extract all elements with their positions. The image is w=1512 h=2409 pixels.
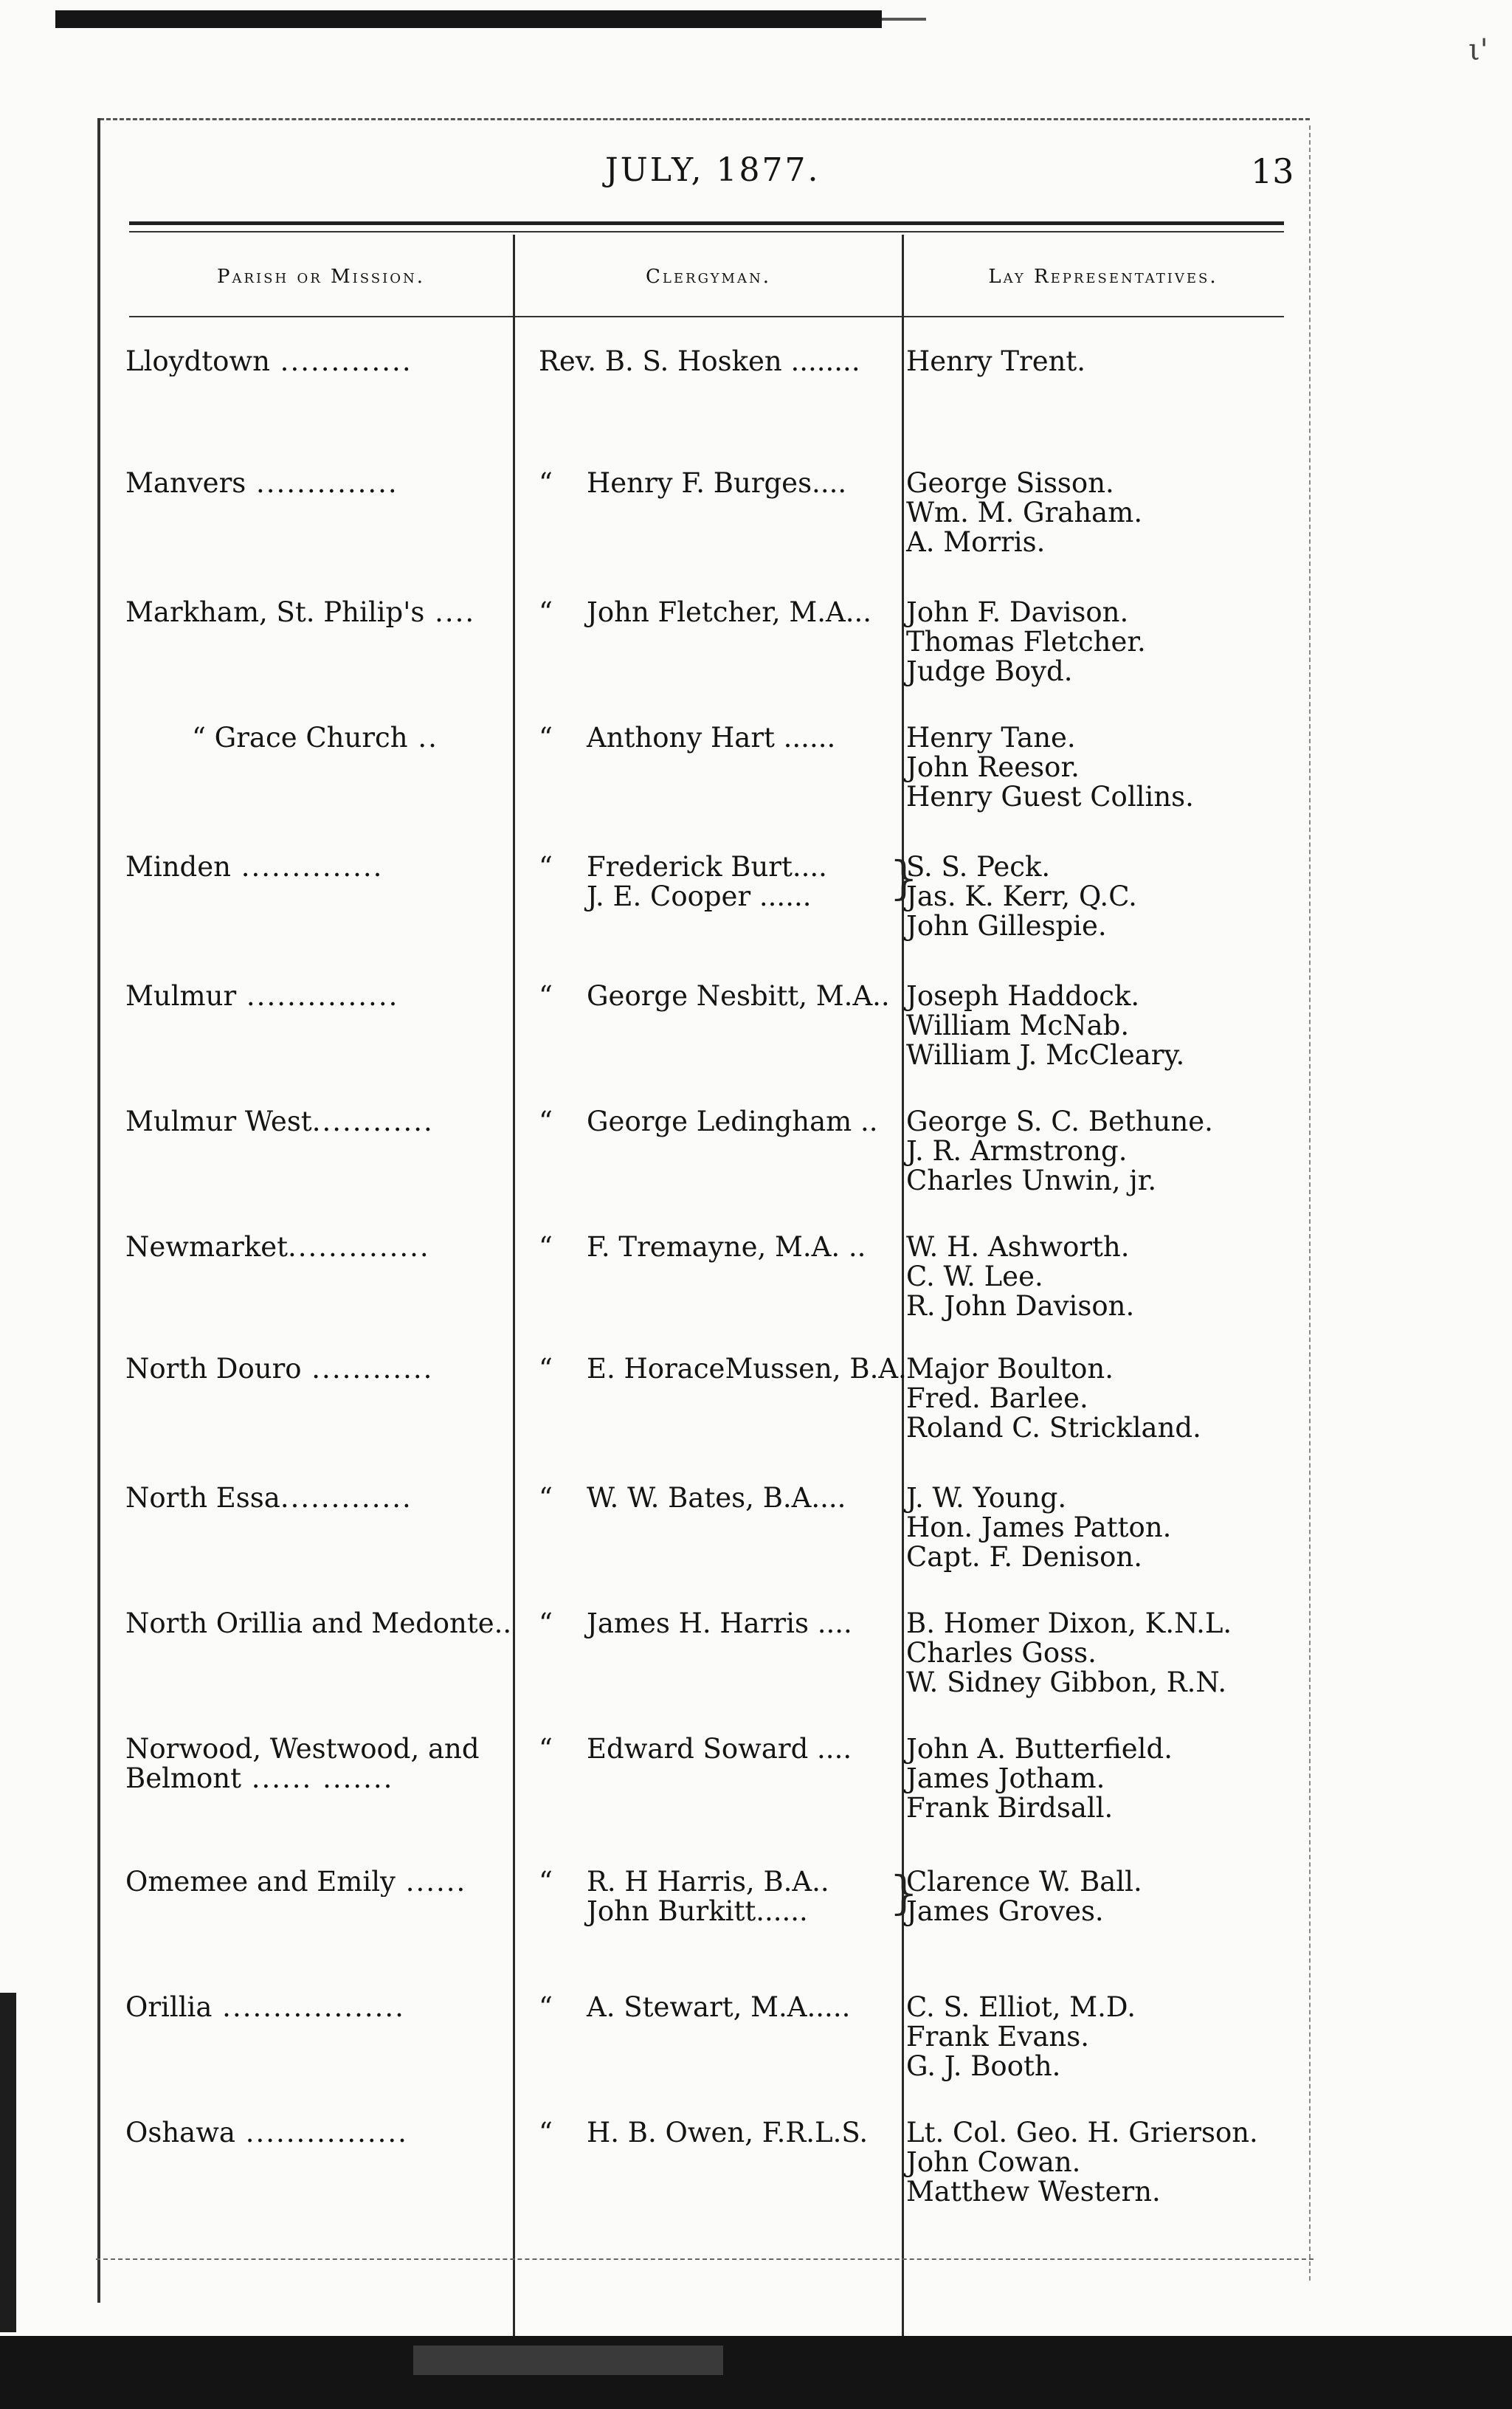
ditto-mark: “: [539, 1733, 553, 1765]
dot-leader: ............: [301, 1354, 434, 1384]
lay-representative-name: W. H. Ashworth.: [906, 1231, 1130, 1263]
scan-corner-mark: ι': [1468, 33, 1488, 67]
lay-representatives-cell: [906, 982, 1319, 1070]
lay-representative-name: G. J. Booth.: [906, 2050, 1061, 2082]
brace-glyph: }: [889, 851, 919, 905]
dot-leader: ............: [311, 1107, 434, 1137]
brace-glyph: }: [889, 1866, 919, 1920]
lay-representatives-cell: [906, 1107, 1319, 1196]
dot-leader: ..............: [287, 1233, 430, 1262]
lay-representative-name: R. John Davison.: [906, 1290, 1135, 1322]
dot-leader: ..............: [230, 852, 384, 882]
lay-representative-name: J. R. Armstrong.: [906, 1135, 1128, 1167]
parish-label: Norwood, Westwood, and Belmont: [125, 1734, 480, 1793]
lay-representative-name: S. S. Peck.: [906, 851, 1051, 883]
lay-representative-name: John F. Davison.: [906, 596, 1129, 628]
lay-representative-name: William McNab.: [906, 1010, 1130, 1041]
page-number: 13: [1251, 151, 1294, 191]
lay-representative-name: Clarence W. Ball.: [906, 1866, 1142, 1898]
ditto-mark: “: [539, 722, 553, 754]
ditto-mark: “: [539, 596, 553, 628]
column-divider-2: [902, 235, 904, 2390]
lay-representatives-cell: [906, 598, 1319, 686]
clergyman-name: J. E. Cooper ......: [587, 880, 812, 912]
lay-representative-name: W. Sidney Gibbon, R.N.: [906, 1667, 1227, 1698]
column-divider-1: [513, 235, 515, 2390]
lay-representative-name: Charles Goss.: [906, 1637, 1097, 1669]
ditto-mark: “: [539, 1106, 553, 1137]
parish-label: Mulmur West: [125, 1107, 312, 1137]
parish-label: Markham, St. Philip's: [125, 598, 425, 627]
parish-name: [125, 1609, 513, 1638]
page-frame-bottom: [96, 2258, 1313, 2260]
dot-leader: .............: [280, 1483, 412, 1513]
ditto-mark: “: [539, 1353, 553, 1385]
ditto-mark: “: [539, 851, 553, 883]
lay-representatives-cell: [906, 2118, 1319, 2207]
book-spine-shadow: [0, 1993, 16, 2332]
dot-leader: ....: [424, 598, 476, 627]
ditto-mark: “: [539, 1231, 553, 1263]
dot-leader: ................: [235, 2118, 408, 2148]
lay-representative-name: James Groves.: [906, 1895, 1104, 1927]
header-rule-thin: [129, 231, 1284, 232]
lay-representative-name: George S. C. Bethune.: [906, 1106, 1213, 1137]
lay-representative-name: Frank Birdsall.: [906, 1792, 1114, 1824]
parish-label: North Orillia and Medonte..: [125, 1609, 512, 1638]
lay-representative-name: Henry Trent.: [906, 345, 1086, 377]
lay-representatives-cell: [906, 1609, 1319, 1698]
dot-leader: ..: [407, 723, 438, 753]
dot-leader: ...... .......: [241, 1762, 394, 1793]
parish-name: [125, 1734, 513, 1793]
parish-label: Minden: [125, 852, 231, 882]
clergyman-name: John Burkitt......: [587, 1895, 808, 1927]
lay-representative-name: Major Boulton.: [906, 1353, 1114, 1385]
column-header-clergyman: Clergyman.: [646, 266, 771, 288]
lay-representatives-cell: [906, 723, 1319, 812]
parish-name: [125, 2118, 513, 2148]
lay-representative-name: Frank Evans.: [906, 2021, 1089, 2053]
parish-name: [125, 1107, 513, 1137]
lay-representative-name: John Cowan.: [906, 2146, 1081, 2178]
lay-representatives-cell: [906, 1734, 1319, 1823]
lay-representatives-cell: [906, 469, 1319, 557]
clergyman-name: Henry F. Burges....: [587, 467, 847, 499]
parish-name: [125, 469, 513, 498]
ditto-mark: “: [539, 1991, 553, 2023]
dot-leader: ..................: [212, 1993, 405, 2022]
lay-representative-name: Hon. James Patton.: [906, 1512, 1172, 1543]
clergyman-name: W. W. Bates, B.A....: [587, 1482, 846, 1514]
parish-label: “ Grace Church: [192, 723, 408, 753]
parish-label: Mulmur: [125, 982, 237, 1011]
lay-representatives-cell: [906, 852, 1319, 941]
ditto-mark: “: [539, 1866, 553, 1898]
parish-name: [125, 852, 513, 882]
dot-leader: ..............: [246, 469, 398, 498]
lay-representative-name: George Sisson.: [906, 467, 1114, 499]
lay-representatives-cell: [906, 347, 1319, 376]
lay-representative-name: Lt. Col. Geo. H. Grierson.: [906, 2117, 1258, 2148]
clergyman-name: R. H Harris, B.A..: [587, 1866, 829, 1898]
lay-representatives-cell: [906, 1993, 1319, 2081]
clergyman-name: Rev. B. S. Hosken ........: [539, 345, 860, 377]
lay-representatives-cell: [906, 1483, 1319, 1572]
parish-name: [125, 1867, 513, 1897]
parish-name: [125, 1233, 513, 1262]
lay-representative-name: Thomas Fletcher.: [906, 626, 1146, 658]
page-frame-right: [1309, 125, 1311, 2281]
lay-representative-name: Joseph Haddock.: [906, 980, 1140, 1012]
parish-name: [125, 1993, 513, 2022]
lay-representative-name: Matthew Western.: [906, 2176, 1161, 2208]
lay-representative-name: Jas. K. Kerr, Q.C.: [906, 880, 1137, 912]
parish-label: Manvers: [125, 469, 246, 498]
column-header-parish: Parish or Mission.: [217, 266, 425, 288]
clergyman-name: E. HoraceMussen, B.A.: [587, 1353, 907, 1385]
parish-name: [125, 723, 513, 753]
parish-label: Newmarket: [125, 1233, 288, 1262]
lay-representative-name: John Gillespie.: [906, 910, 1107, 942]
parish-label: Omemee and Emily: [125, 1867, 396, 1897]
clergyman-cell: [539, 347, 959, 376]
parish-label: Oshawa: [125, 2118, 235, 2148]
lay-representative-name: John Reesor.: [906, 751, 1080, 783]
clergyman-name: Edward Soward ....: [587, 1733, 852, 1765]
lay-representative-name: Roland C. Strickland.: [906, 1412, 1201, 1444]
lay-representative-name: William J. McCleary.: [906, 1039, 1185, 1071]
page-title: JULY, 1877.: [605, 151, 821, 189]
lay-representatives-cell: [906, 1233, 1319, 1321]
scan-edge-bottom-highlight: [413, 2346, 723, 2375]
clergyman-name: F. Tremayne, M.A. ..: [587, 1231, 866, 1263]
lay-representative-name: A. Morris.: [906, 526, 1046, 558]
parish-label: North Essa: [125, 1483, 280, 1513]
scan-edge-top-tail: [882, 18, 926, 21]
ditto-mark: “: [539, 467, 553, 499]
scan-edge-top: [55, 10, 882, 28]
page-frame-left: [97, 118, 100, 2303]
ditto-mark: “: [539, 980, 553, 1012]
lay-representative-name: C. W. Lee.: [906, 1261, 1043, 1292]
lay-representatives-cell: [906, 1867, 1319, 1926]
ditto-mark: “: [539, 1482, 553, 1514]
dot-leader: .............: [269, 347, 412, 376]
clergyman-name: Frederick Burt....: [587, 851, 827, 883]
lay-representative-name: Capt. F. Denison.: [906, 1541, 1142, 1573]
lay-representative-name: Wm. M. Graham.: [906, 497, 1143, 528]
scan-edge-bottom: [0, 2336, 1512, 2409]
lay-representative-name: James Jotham.: [906, 1762, 1105, 1794]
parish-name: [125, 1483, 513, 1513]
column-header-rule: [129, 316, 1284, 317]
dot-leader: ...............: [236, 982, 399, 1011]
ditto-mark: “: [539, 2117, 553, 2148]
lay-representative-name: Judge Boyd.: [906, 655, 1073, 687]
column-header-lay-representatives: Lay Representatives.: [988, 266, 1218, 288]
lay-representative-name: J. W. Young.: [906, 1482, 1067, 1514]
lay-representative-name: Fred. Barlee.: [906, 1382, 1088, 1414]
clergyman-name: H. B. Owen, F.R.L.S.: [587, 2117, 869, 2148]
lay-representative-name: B. Homer Dixon, K.N.L.: [906, 1607, 1232, 1639]
clergyman-name: Anthony Hart ......: [587, 722, 836, 754]
clergyman-name: A. Stewart, M.A.....: [587, 1991, 851, 2023]
lay-representative-name: Henry Guest Collins.: [906, 781, 1194, 813]
ditto-mark: “: [539, 1607, 553, 1639]
parish-name: [125, 598, 513, 627]
parish-label: Lloydtown: [125, 347, 270, 376]
clergyman-name: George Ledingham ..: [587, 1106, 878, 1137]
clergyman-name: James H. Harris ....: [587, 1607, 852, 1639]
header-rule-thick: [129, 221, 1284, 225]
lay-representative-name: John A. Butterfield.: [906, 1733, 1173, 1765]
clergyman-name: George Nesbitt, M.A..: [587, 980, 890, 1012]
parish-name: [125, 982, 513, 1011]
page-frame-top: [100, 118, 1310, 120]
parish-label: Orillia: [125, 1993, 213, 2022]
lay-representative-name: Henry Tane.: [906, 722, 1076, 754]
clergyman-name: John Fletcher, M.A...: [587, 596, 872, 628]
lay-representative-name: C. S. Elliot, M.D.: [906, 1991, 1136, 2023]
parish-label: North Douro: [125, 1354, 302, 1384]
parish-name: [125, 347, 513, 376]
parish-name: [125, 1354, 513, 1384]
lay-representatives-cell: [906, 1354, 1319, 1443]
lay-representative-name: Charles Unwin, jr.: [906, 1165, 1157, 1196]
dot-leader: ......: [395, 1867, 467, 1897]
